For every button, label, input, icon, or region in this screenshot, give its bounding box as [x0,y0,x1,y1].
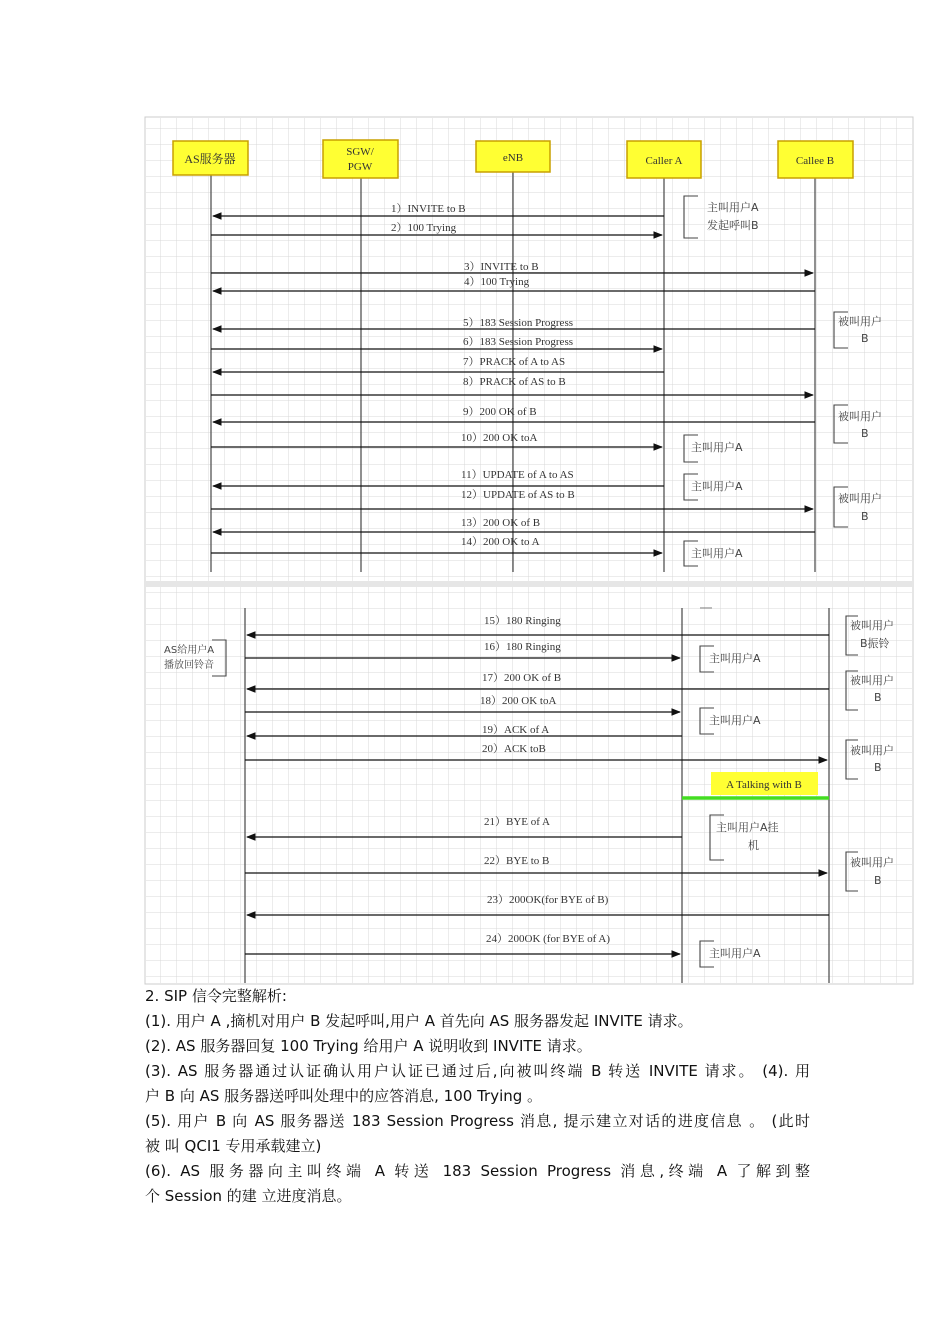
note-line: 被叫用户 [850,619,894,632]
note-line: 主叫用户A [709,947,761,960]
msg-label-18: 18）200 OK toA [480,695,557,707]
paragraph-5-line-2: 被 叫 QCI1 专用承载建立) [145,1137,322,1155]
msg-label-15: 15）180 Ringing [484,615,561,627]
note-line: B [861,427,869,440]
entity-label: AS服务器 [184,152,236,166]
note-line: 被叫用户 [850,744,894,757]
entity-caller-a [627,141,701,178]
msg-label-20: 20）ACK toB [482,743,546,755]
msg-label-6: 6）183 Session Progress [463,336,574,348]
msg-label-2: 2）100 Trying [391,222,457,234]
note-line: 被叫用户 [838,492,882,505]
paragraph-6-line-2: 个 Session 的建 立进度消息。 [145,1187,352,1205]
msg-label-11: 11）UPDATE of A to AS [461,469,574,481]
msg-label-10: 10）200 OK toA [461,432,538,444]
entity-callee-b [778,141,853,178]
note-line: 主叫用户A挂 [716,821,779,834]
note-line: B [861,332,869,345]
note-line: 被叫用户 [838,315,882,328]
paragraph-3-line-2: 户 B 向 AS 服务器送呼叫处理中的应答消息, 100 Trying 。 [145,1087,543,1105]
note-line: 机 [748,839,759,852]
msg-label-23: 23）200OK(for BYE of B) [487,894,609,906]
note-line: 主叫用户A [709,652,761,665]
talking-label: A Talking with B [726,779,802,791]
msg-label-7: 7）PRACK of A to AS [463,356,566,368]
note-line: 主叫用户A [691,480,743,493]
paragraph-5-line-1: (5). 用户 B 向 AS 服务器送 183 Session Progress 消息, 提示建立对话的进度信息 。 (此时 [145,1112,810,1130]
note-line: 被叫用户 [850,856,894,869]
paragraph-2: (2). AS 服务器回复 100 Trying 给用户 A 说明收到 INVITE 请求。 [145,1037,592,1055]
msg-label-8: 8）PRACK of AS to B [463,376,566,388]
note-line: B [874,691,882,704]
note-line: B振铃 [860,637,890,650]
paragraph-1: (1). 用户 A ,摘机对用户 B 发起呼叫,用户 A 首先向 AS 服务器发起 INVITE 请求。 [145,1012,693,1030]
entity-sgw-pgw [323,140,398,178]
entity-label: Caller A [645,155,683,167]
entity-label-line: PGW [347,161,373,173]
entity-label: Callee B [795,155,835,167]
note-line: B [874,761,882,774]
msg-label-3: 3）INVITE to B [464,261,539,273]
note-line: B [861,510,869,523]
note-line: 发起呼叫B [707,219,759,232]
note-line: 被叫用户 [838,410,882,423]
msg-label-5: 5）183 Session Progress [463,317,574,329]
msg-label-17: 17）200 OK of B [482,672,562,684]
entity-label-line: SGW/ [346,146,374,158]
msg-label-9: 9）200 OK of B [463,406,537,418]
note-line: 播放回铃音 [164,660,214,671]
note-line: 主叫用户A [691,441,743,454]
msg-label-4: 4）100 Trying [464,276,530,288]
msg-label-13: 13）200 OK of B [461,517,541,529]
sip-explanation-text [145,984,810,1209]
note-line: 主叫用户A [707,201,759,214]
msg-label-22: 22）BYE to B [484,855,550,867]
note-line: 主叫用户A [691,547,743,560]
entity-label: eNB [502,152,524,164]
note-line: B [874,874,882,887]
section-heading: 2. SIP 信令完整解析: [145,987,287,1005]
msg-label-19: 19）ACK of A [482,724,550,736]
msg-label-14: 14）200 OK to A [461,536,540,548]
paragraph-6-line-1: (6). AS 服务器向主叫终端 A 转送 183 Session Progress 消息,终端 A 了解到整 [145,1162,810,1180]
msg-label-12: 12）UPDATE of AS to B [461,489,575,501]
note-line: AS给用户A [164,645,215,656]
msg-label-1: 1）INVITE to B [391,203,466,215]
paragraph-3-line-1: (3). AS 服务器通过认证确认用户认证已通过后,向被叫终端 B 转送 INVITE 请求。 (4). 用 [145,1062,810,1080]
msg-label-21: 21）BYE of A [484,816,550,828]
entity-enb [476,141,550,172]
entity-as-server [173,141,248,175]
note-line: 主叫用户A [709,714,761,727]
msg-label-24: 24）200OK (for BYE of A) [486,933,611,945]
note-line: 被叫用户 [850,674,894,687]
msg-label-16: 16）180 Ringing [484,641,561,653]
